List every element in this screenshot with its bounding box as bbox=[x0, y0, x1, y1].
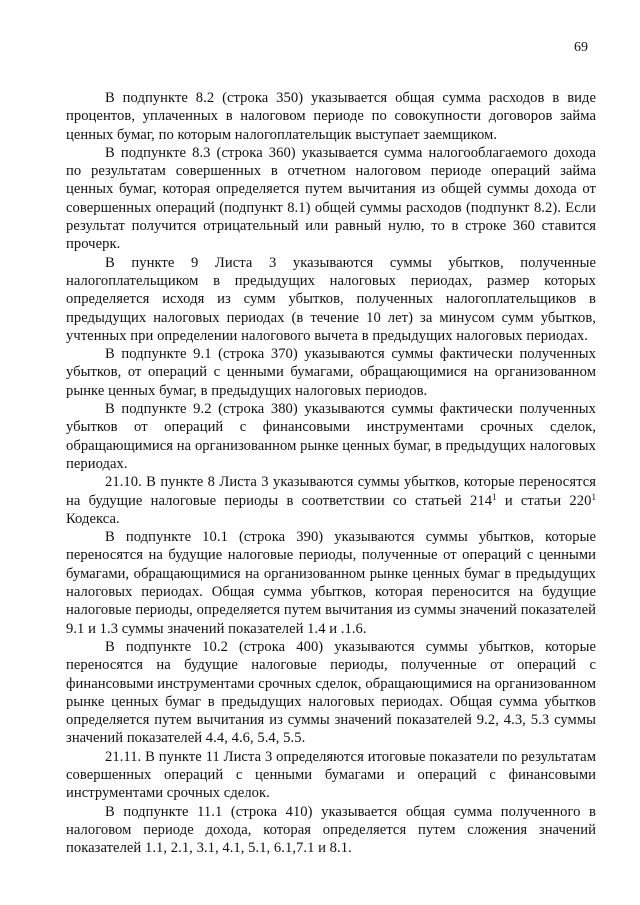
page-number: 69 bbox=[574, 40, 588, 55]
paragraph-21-10-text-middle: и статьи 220 bbox=[496, 492, 592, 509]
paragraph-21-10-text-start: 21.10. В пункте 8 Листа 3 указываются суммы убытков, которые переносятся на будущие налоговые периоды в соответствии со статьей 214 bbox=[66, 474, 596, 509]
paragraph-10-1: В подпункте 10.1 (строка 390) указываются суммы убытков, которые переносятся на будущие налоговые периоды, полученные от операций с ценными бумагами, обращающимися на организованном рынке ценных бумаг в предыдущих налоговых периодах. Общая сумма убытков, которая переносится на будущие налоговые периоды, определяется путем вычитания из суммы значений показателей 9.1 и 1.3 суммы значений показателей 1.4 и .1.6. bbox=[66, 529, 596, 637]
document-body bbox=[66, 89, 596, 857]
paragraph-9: В пункте 9 Листа 3 указываются суммы убытков, полученные налогоплательщиком в предыдущих налоговых периодах, размер которых определяется исходя из сумм убытков, полученных налогоплательщиков в предыдущих налоговых периодах (в течение 10 лет) за минусом сумм убытков, учтенных при определении налогового вычета в предыдущих налоговых периодах. bbox=[66, 254, 596, 344]
paragraph-9-2: В подпункте 9.2 (строка 380) указываются суммы фактически полученных убытков от операций с финансовыми инструментами срочных сделок, обращающимися на организованном рынке ценных бумаг, в предыдущих налоговых периодах. bbox=[66, 401, 596, 472]
paragraph-21-10 bbox=[66, 473, 596, 528]
paragraph-8-3: В подпункте 8.3 (строка 360) указывается сумма налогооблагаемого дохода по результатам совершенных в отчетном налоговом периоде операций займа ценных бумаг, которая определяется путем вычитания из общей суммы дохода от совершенных операций (подпункт 8.1) общей суммы расходов (подпункт 8.2). Если результат получится отрицательный или равный нулю, то в строке 360 ставится прочерк. bbox=[66, 144, 596, 253]
paragraph-8-2: В подпункте 8.2 (строка 350) указывается общая сумма расходов в виде процентов, уплаченных в налоговом периоде по совокупности договоров займа ценных бумаг, по которым налогоплательщик выступает заемщиком. bbox=[66, 90, 596, 143]
paragraph-11-1: В подпункте 11.1 (строка 410) указывается общая сумма полученного в налоговом периоде дохода, которая определяется путем сложения значений показателей 1.1, 2.1, 3.1, 4.1, 5.1, 6.1,7.1 и 8.1. bbox=[66, 803, 596, 857]
paragraph-21-10-text-end: Кодекса. bbox=[66, 510, 120, 527]
paragraph-9-1: В подпункте 9.1 (строка 370) указываются суммы фактически полученных убытков, от операций с ценными бумагами, обращающимися на организованном рынке ценных бумаг, в предыдущих налоговых периодов. bbox=[66, 346, 596, 399]
article-214-superscript: 1 bbox=[492, 491, 497, 502]
paragraph-21-11: 21.11. В пункте 11 Листа 3 определяются итоговые показатели по результатам совершенных операций с ценными бумагами и операций с финансовыми инструментами срочных сделок. bbox=[66, 748, 596, 802]
article-220-superscript: 1 bbox=[591, 491, 596, 502]
paragraph-10-2: В подпункте 10.2 (строка 400) указываются суммы убытков, которые переносятся на будущие налоговые периоды, полученные от операций с финансовыми инструментами срочных сделок, обращающимися на организованном рынке ценных бумаг в предыдущих налоговых периодах. Общая сумма убытков определяется путем вычитания из суммы значений показателей 9.2, 4.3, 5.3 суммы значений показателей 4.4, 4.6, 5.4, 5.5. bbox=[66, 638, 596, 747]
